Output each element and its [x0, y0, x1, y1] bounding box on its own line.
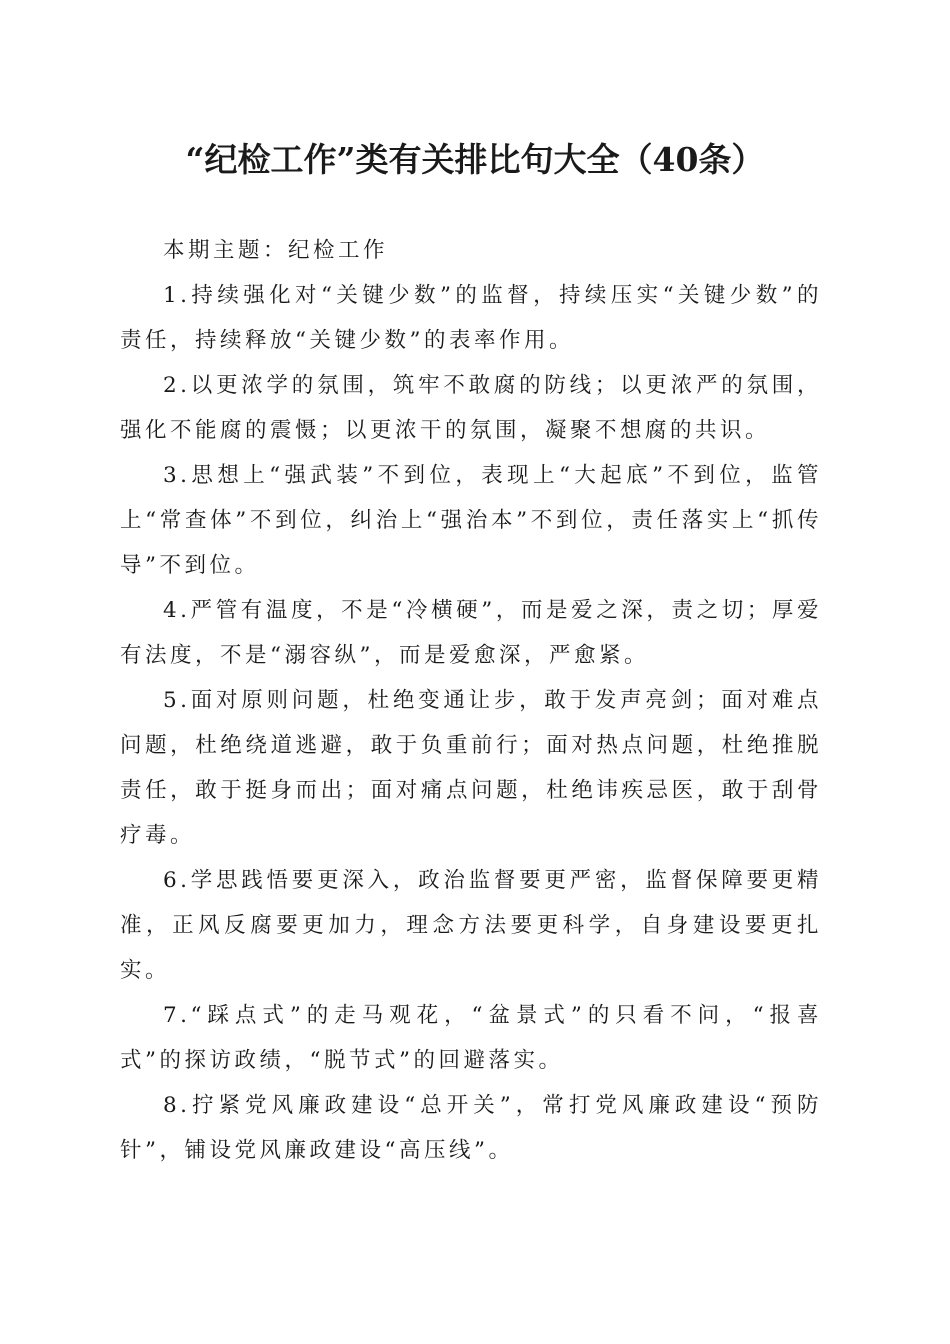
list-item: 7.“踩点式”的走马观花，“盆景式”的只看不问，“报喜式”的探访政绩，“脱节式”的回避落实。: [120, 1003, 822, 1073]
list-item: 5.面对原则问题，杜绝变通让步，敢于发声亮剑；面对难点问题，杜绝绕道逃避，敢于负重前行；面对热点问题，杜绝推脱责任，敢于挺身而出；面对痛点问题，杜绝讳疾忌医，敢于刮骨疗毒。: [120, 688, 822, 848]
document-body: [120, 228, 822, 1173]
list-item: 4.严管有温度，不是“冷横硬”，而是爱之深，责之切；厚爱有法度，不是“溺容纵”，而是爱愈深，严愈紧。: [120, 598, 822, 668]
list-item: 8.拧紧党风廉政建设“总开关”，常打党风廉政建设“预防针”，铺设党风廉政建设“高压线”。: [120, 1093, 822, 1163]
list-item: 2.以更浓学的氛围，筑牢不敢腐的防线；以更浓严的氛围，强化不能腐的震慑；以更浓干的氛围，凝聚不想腐的共识。: [120, 373, 822, 443]
list-item: 3.思想上“强武装”不到位，表现上“大起底”不到位，监管上“常查体”不到位，纠治上“强治本”不到位，责任落实上“抓传导”不到位。: [120, 463, 822, 578]
list-item: 6.学思践悟要更深入，政治监督要更严密，监督保障要更精准，正风反腐要更加力，理念方法要更科学，自身建设要更扎实。: [120, 868, 822, 983]
subject-line: 本期主题：纪检工作: [163, 238, 389, 263]
list-item: 1.持续强化对“关键少数”的监督，持续压实“关键少数”的责任，持续释放“关键少数”的表率作用。: [120, 283, 822, 353]
document-title: “纪检工作”类有关排比句大全（40条）: [185, 140, 765, 179]
